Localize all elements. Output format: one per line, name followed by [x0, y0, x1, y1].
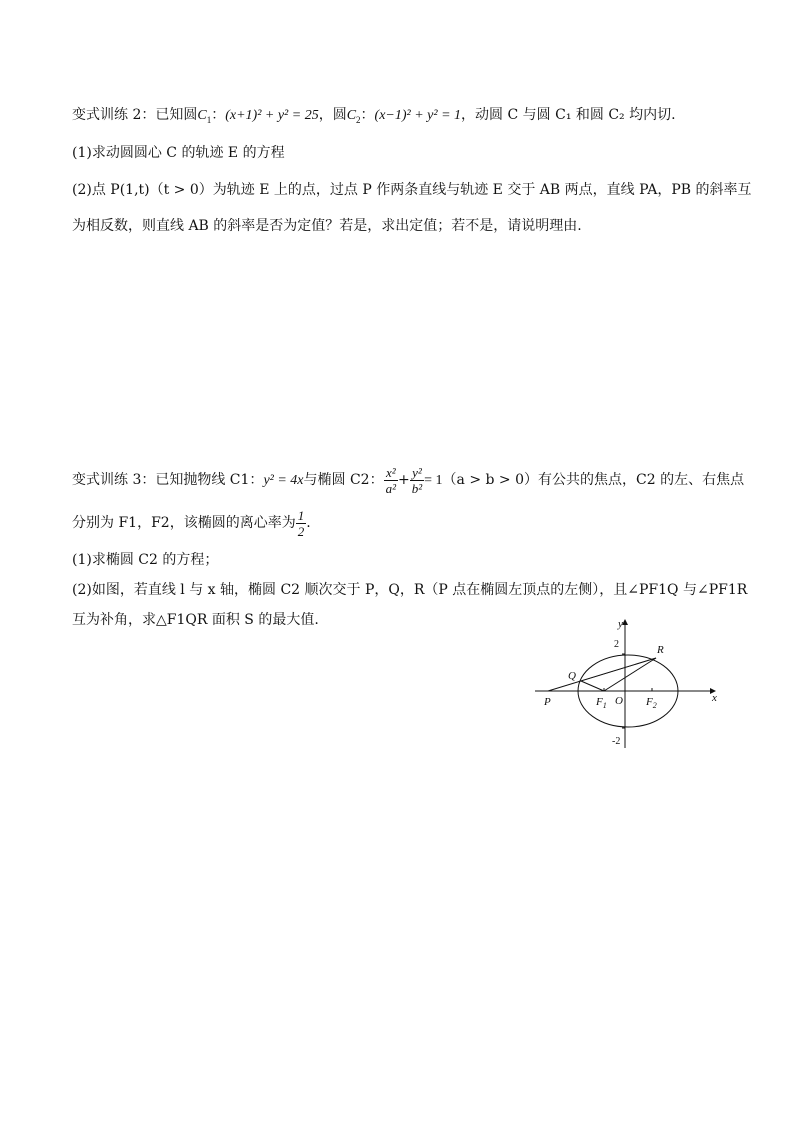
segment-qr	[581, 658, 656, 681]
label-origin: O	[615, 695, 623, 707]
label-x: x	[712, 692, 717, 704]
problem3-statement-line2: 分别为 F1，F2，该椭圆的离心率为 $\frac{1}{2}$ .	[72, 507, 311, 539]
segment-rf1	[604, 658, 656, 691]
label-f2: $F_2$	[646, 696, 657, 710]
label-tick-bottom: -2	[612, 736, 621, 747]
circle2-equation: (x−1)² + y² = 1	[374, 108, 462, 123]
problem3-part1: (1)求椭圆 C2 的方程；	[72, 552, 219, 568]
problem3-part2-line2: 互为补角，求△F1QR 面积 S 的最大值.	[72, 612, 319, 628]
problem2-part1: (1)求动圆圆心 C 的轨迹 E 的方程	[72, 145, 285, 161]
fraction-x-over-a: $\frac{\text{x²}}{\text{a²}}$	[385, 464, 396, 496]
label-y: y	[618, 618, 623, 630]
circle1-equation: (x+1)² + y² = 25	[225, 108, 319, 123]
problem3-part2-line1: (2)如图，若直线 l 与 x 轴，椭圆 C2 顺次交于 P，Q，R（P 点在椭圆左顶点的左侧），且∠PF1Q 与∠PF1R	[72, 582, 748, 598]
problem2-part2-line2: 为相反数，则直线 AB 的斜率是否为定值？若是，求出定值；若不是，请说明理由.	[72, 218, 582, 234]
label-r: R	[657, 644, 664, 656]
label-tick-top: 2	[614, 639, 619, 650]
label-p: P	[544, 696, 551, 708]
fraction-y-over-b: $\frac{\text{y²}}{\text{b²}}$	[411, 464, 423, 496]
parabola-equation: y² = 4x	[263, 473, 304, 488]
segment-qf1	[581, 681, 604, 691]
problem2-part2-line1: (2)点 P(1,t)（t > 0）为轨迹 E 上的点，过点 P 作两条直线与轨迹 E 交于 AB 两点，直线 PA，PB 的斜率互	[72, 182, 752, 198]
problem3-statement-line1: 变式训练 3：已知抛物线 C1：y² = 4x与椭圆 C2： $\frac{\text{x²}}{\text{a²}}$ + $\frac{\text{y²}}{\text{b²}}$ = 1（a > b > 0）有公共的焦点，C2 的左、右焦点	[72, 464, 745, 496]
ellipse-figure	[530, 616, 730, 752]
label-q: Q	[568, 670, 576, 682]
label-f1: $F_1$	[596, 696, 607, 710]
problem2-statement-line1: 变式训练 2：已知圆$C_1$：(x+1)² + y² = 25，圆$C_2$：(x−1)² + y² = 1，动圆 C 与圆 C₁ 和圆 C₂ 均内切.	[72, 107, 676, 125]
eccentricity-fraction: $\frac{1}{2}$	[297, 507, 305, 539]
